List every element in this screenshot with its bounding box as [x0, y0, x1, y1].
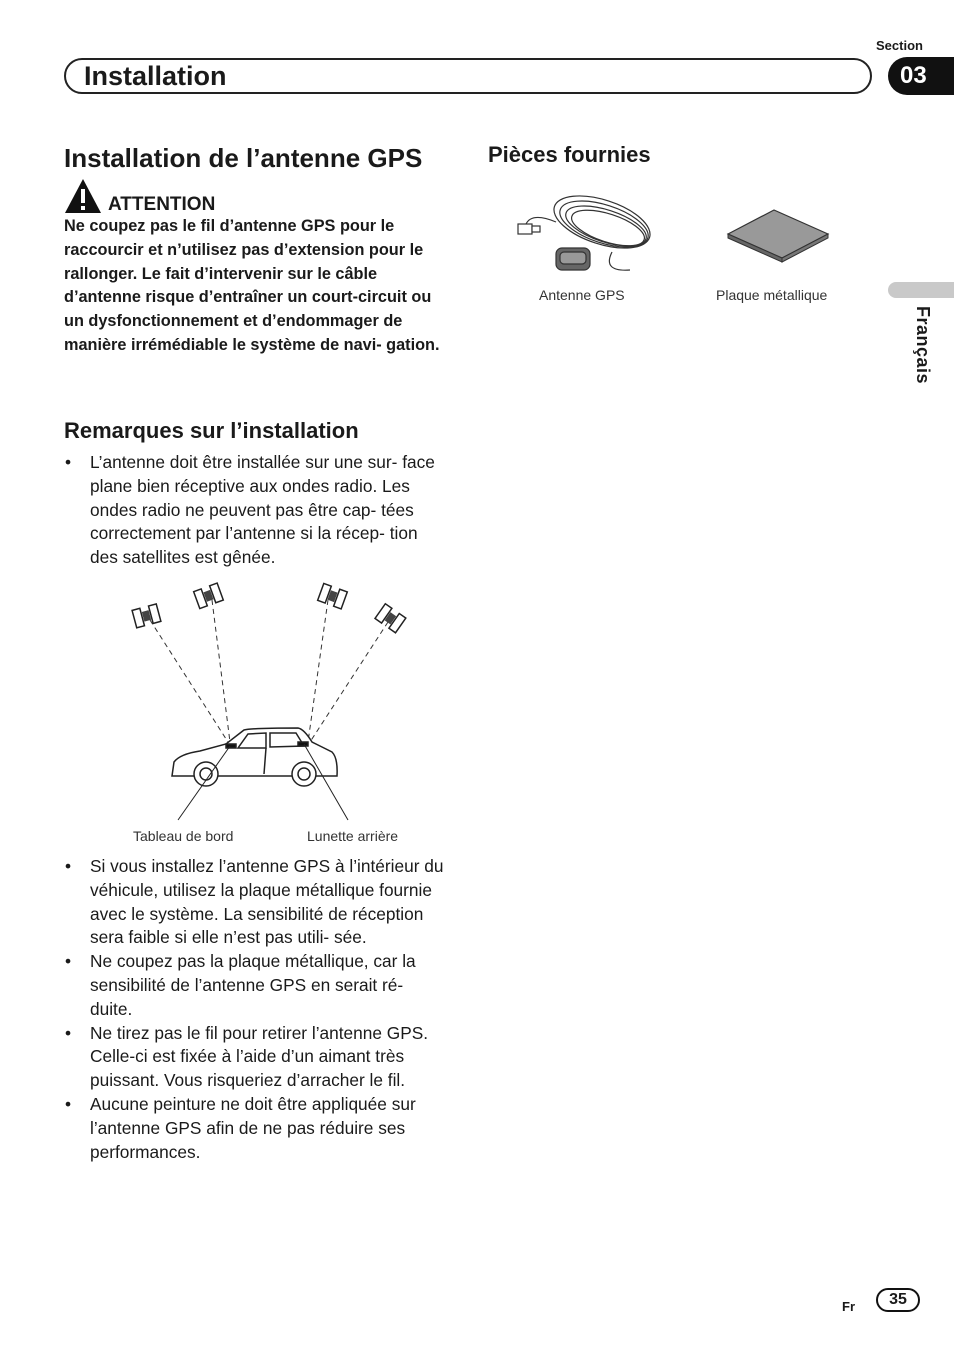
satellite-icon — [318, 583, 348, 608]
parts-figure — [512, 182, 852, 282]
page-number: 35 — [889, 1291, 907, 1308]
installation-figure — [120, 578, 440, 828]
section-number-badge — [888, 57, 954, 95]
list-item: • Ne coupez pas la plaque métallique, car la sensibilité de l’antenne GPS en serait ré- duite. — [64, 950, 450, 1021]
warning-icon — [64, 178, 102, 214]
footer-language-code: Fr — [842, 1299, 855, 1314]
car-icon — [172, 728, 337, 786]
language-tab-label: Français — [913, 306, 933, 385]
satellite-icon — [194, 583, 224, 608]
section-label: Section — [876, 38, 923, 53]
list-item: • Aucune peinture ne doit être appliquée sur l’antenne GPS afin de ne pas réduire ses performances. — [64, 1093, 450, 1164]
remarks-list-top — [64, 451, 450, 570]
page-title: Installation de l’antenne GPS — [64, 143, 423, 173]
remarks-list-bottom — [64, 855, 450, 1164]
parts-heading: Pièces fournies — [488, 142, 651, 167]
attention-body: Ne coupez pas le fil d’antenne GPS pour le raccourcir et n’utilisez pas d’extension pour le rallonger. Le fait d’intervenir sur le câble d’antenne risque d’entraîner un court-circuit ou un dysfonctionnement et d’endommager de manière irrémédiable le système de navi- gation. — [64, 217, 440, 354]
page-number-badge — [876, 1288, 920, 1312]
list-item: • Si vous installez l’antenne GPS à l’intérieur du véhicule, utilisez la plaque métallique fournie avec le système. La sensibilité de réception sera faible si elle n’est pas utili- sée. — [64, 855, 450, 950]
remarks-heading: Remarques sur l’installation — [64, 418, 359, 443]
header-title: Installation — [84, 61, 227, 91]
attention-title: ATTENTION — [108, 194, 216, 215]
caption-dashboard: Tableau de bord — [133, 828, 234, 844]
gps-antenna-icon — [518, 186, 656, 271]
section-number: 03 — [900, 62, 927, 89]
satellite-icon — [132, 604, 161, 628]
metal-plate-icon — [728, 210, 828, 262]
list-item: • L’antenne doit être installée sur une sur- face plane bien réceptive aux ondes radio. Les ondes radio ne peuvent pas être cap- tées correctement par l’antenne si la récep- tion des satellites est gênée. — [64, 451, 450, 570]
caption-rear-window: Lunette arrière — [307, 828, 399, 844]
part-label-antenna: Antenne GPS — [539, 287, 625, 303]
language-tab-marker — [888, 282, 954, 298]
satellite-icon — [375, 604, 406, 633]
part-label-plate: Plaque métallique — [716, 287, 828, 303]
list-item: • Ne tirez pas le fil pour retirer l’antenne GPS. Celle-ci est fixée à l’aide d’un aimant très puissant. Vous risqueriez d’arracher le fil. — [64, 1022, 450, 1093]
